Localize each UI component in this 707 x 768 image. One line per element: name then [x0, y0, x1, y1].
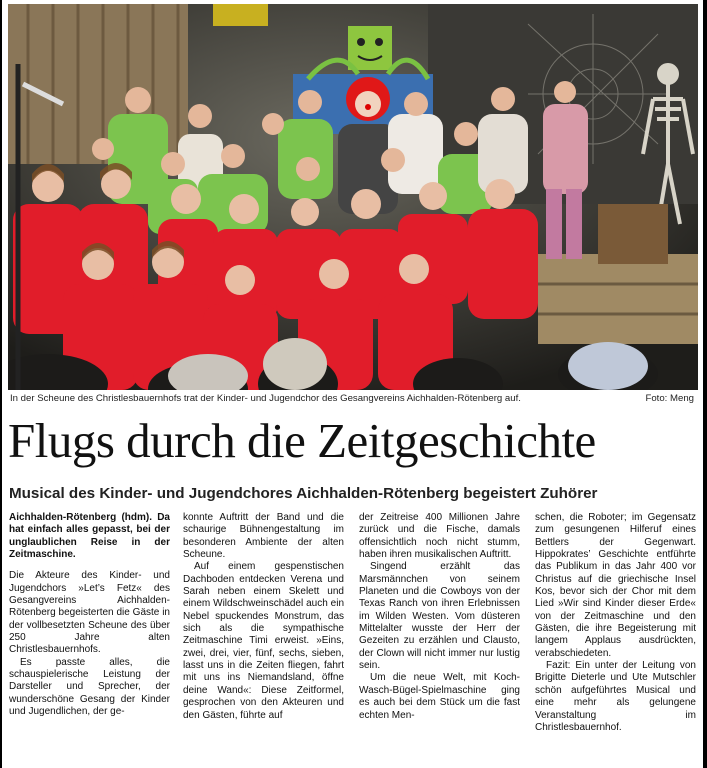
paragraph: Die Akteure des Kinder- und Jugendchors »Let’s Fetz« des Gesangvereins Aichhalden-Rötenberg begeisterten die Gäste in der vollbesetzten Scheune des über 250 Jahre alten Christlesbauernhofs.: [9, 570, 170, 656]
choir-photo-illustration: [8, 4, 698, 390]
paragraph: der Zeitreise 400 Millionen Jahre zurück und die Fische, damals offensichtlich noch nicht stumm, haben ihren musikalischen Auftritt.: [359, 512, 520, 561]
photo-caption: In der Scheune des Christlesbauernhofs trat der Kinder- und Jugendchor des Gesangvereins Aichhalden-Rötenberg auf.: [10, 393, 521, 404]
paragraph: Um die neue Welt, mit Koch-Wasch-Bügel-Spielmaschine ging es auch bei dem Stück um die fast echten Men-: [359, 672, 520, 721]
paragraph: Fazit: Ein unter der Leitung von Brigitte Dieterle und Ute Mutschler schön aufgeführtes Musical und eine mehr als gelungene Veranstaltung im Christlesbauernhof.: [535, 660, 696, 733]
paragraph: Auf einem gespenstischen Dachboden entdecken Verena und Sarah neben einem Skelett und einem Wildschweinschädel auch ein Nebel spuckendes Monstrum, das sich als die sympathische Zeitmaschine Timi erweist. »Eins, zwei, drei, vier, fünf, sechs, sieben, lasst uns in die Zeiten fliegen, fahrt mit uns ins Niemandsland, öffne deine Wand«: Diese Zeitformel, gesprochen von den Akteuren und den Gästen, führte auf: [183, 561, 344, 721]
subheadline: Musical des Kinder- und Jugendchores Aichhalden-Rötenberg begeistert Zuhörer: [9, 485, 598, 502]
right-border: [703, 0, 707, 768]
left-border: [0, 0, 2, 768]
paragraph: Es passte alles, die schauspielerische Leistung der Darsteller und Sprecher, der wunderschöne Gesang der Kinder und Jugendlichen, der ge-: [9, 656, 170, 718]
paragraph: Singend erzählt das Marsmännchen von seinem Planeten und die Cowboys von der Texas Ranch von ihren Erlebnissen im Wilden Westen. Vom düsteren Mittelalter wusste der Herr der Gezeiten zu erzählen und Clausto, der Clown will nicht immer nur lustig sein.: [359, 561, 520, 672]
article-column-2: [183, 512, 344, 764]
headline: Flugs durch die Zeitgeschichte: [8, 413, 596, 468]
choir-photo: [8, 4, 698, 390]
article-column-1: [9, 512, 170, 764]
article-column-3: [359, 512, 520, 764]
article-column-4: [535, 512, 696, 764]
photo-credit: Foto: Meng: [645, 393, 694, 404]
paragraph: konnte Auftritt der Band und die schaurige Bühnengestaltung im besonderen Ambiente der alten Scheune.: [183, 512, 344, 561]
article-lead: Aichhalden-Rötenberg (hdm). Da hat einfach alles gepasst, bei der unglaublichen Reise in der Zeitmaschine.: [9, 512, 170, 561]
photo-caption-row: [10, 393, 696, 407]
paragraph: schen, die Roboter; im Gegensatz zum gesungenen Hilferuf eines Bettlers der Gegenwart. Hippokrates’ Geschichte entführte das Publikum in das Jahr 400 vor Christus auf die griechische Insel Kos, bevor sich der Chor mit dem Lied »Wir sind Kinder dieser Erde« von der Zeitmaschine und den Gästen, die ihre Begeisterung mit langem Applaus ausdrückten, verabschiedeten.: [535, 512, 696, 659]
